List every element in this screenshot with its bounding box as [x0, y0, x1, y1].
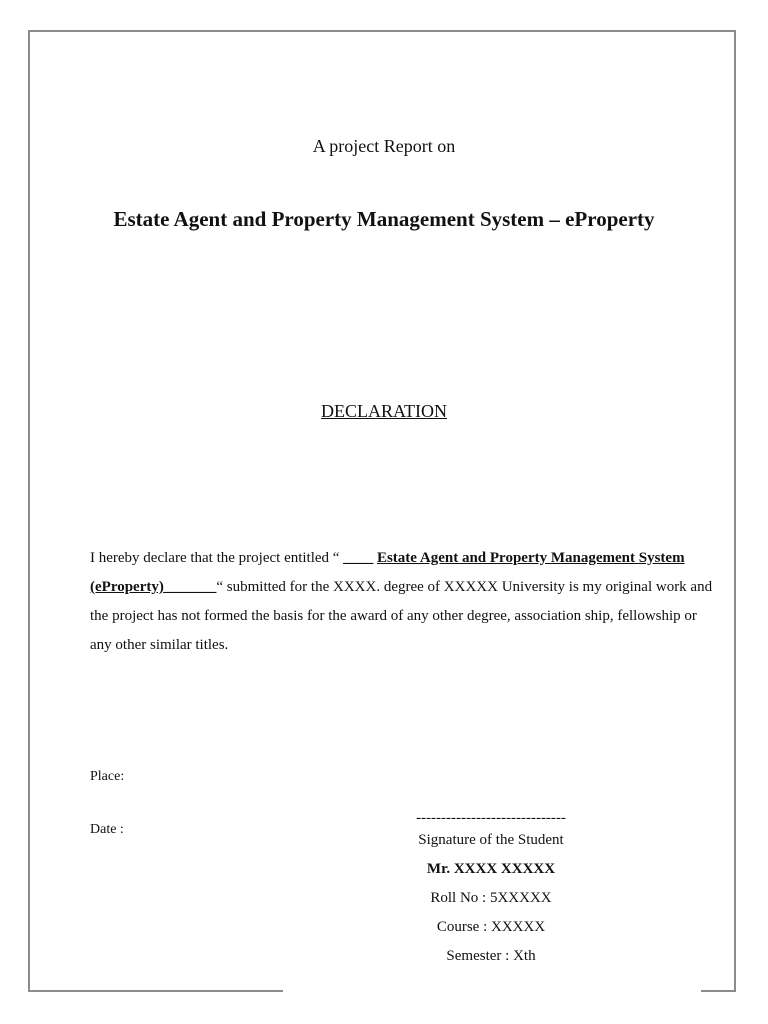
border-gap: [283, 989, 701, 995]
place-label: Place:: [90, 769, 125, 784]
student-name: Mr. XXXX XXXXX: [426, 861, 556, 877]
declaration-text-start: I hereby declare that the project entitled “: [90, 550, 344, 566]
blank-after-title: _______: [163, 579, 217, 595]
declaration-text-end: “ submitted for the XXXX. degree of XXXXX University is my original work and the project has not formed the basis for the award of any other degree, association ship, fellowship or any other similar titles.: [90, 579, 713, 653]
course: Course : XXXXX: [436, 919, 546, 935]
declaration-paragraph: [90, 544, 715, 660]
blank-before-title: ____: [343, 550, 374, 566]
semester: Semester : Xth: [446, 948, 536, 964]
signature-label: Signature of the Student: [418, 832, 564, 848]
roll-number: Roll No : 5XXXXX: [430, 890, 552, 906]
signature-block: [370, 810, 612, 971]
date-label: Date :: [90, 822, 124, 837]
report-intro: A project Report on: [312, 136, 456, 156]
declaration-heading: DECLARATION: [321, 401, 447, 421]
project-title: Estate Agent and Property Management System – eProperty: [113, 207, 655, 231]
signature-line: ------------------------------: [416, 810, 566, 826]
declared-project-title: Estate Agent and Property Management System (eProperty): [90, 550, 685, 595]
